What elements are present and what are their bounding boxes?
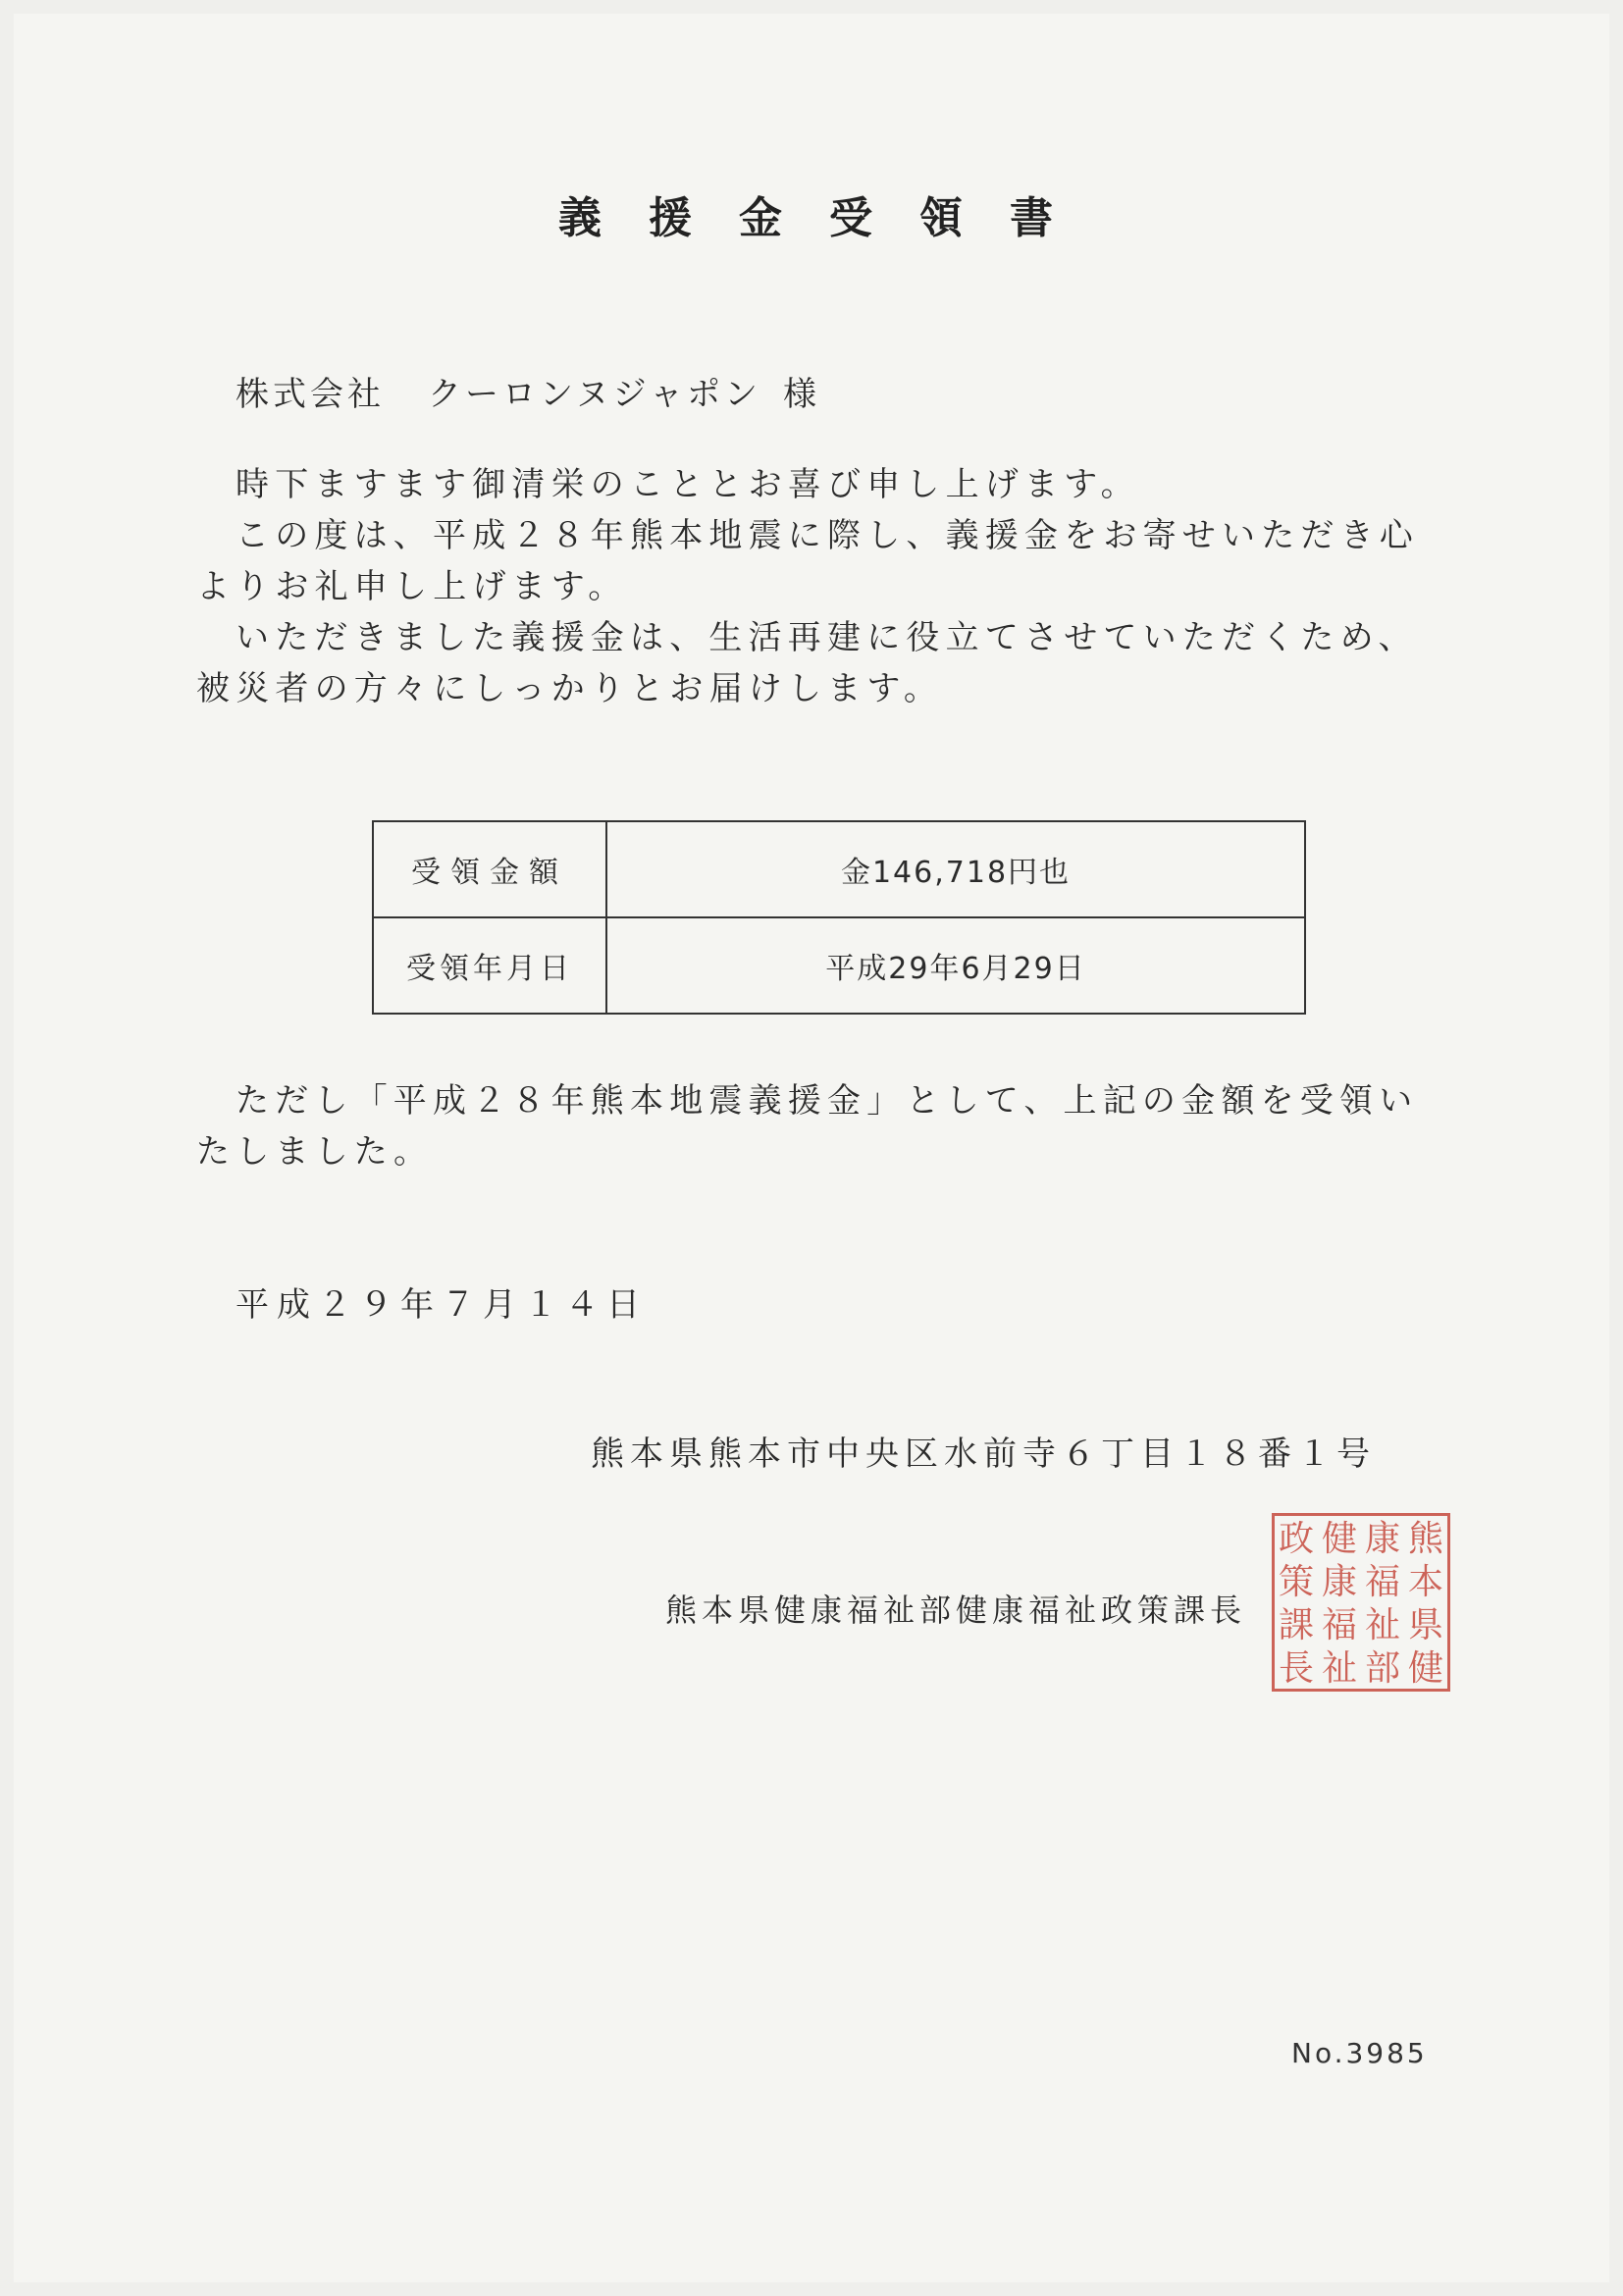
thanks-paragraph: この度は、平成２８年熊本地震に際し、義援金をお寄せいただき心よりお礼申し上げます。 xyxy=(196,516,1419,606)
seal-character: 福 xyxy=(1364,1562,1401,1602)
usage-paragraph: いただきました義援金は、生活再建に役立てさせていただくため、被災者の方々にしっかりとお届けします。 xyxy=(196,618,1418,708)
issuer-address: 熊本県熊本市中央区水前寺６丁目１８番１号 xyxy=(591,1435,1376,1474)
amount-value: 金146,718円也 xyxy=(606,821,1305,917)
seal-character: 福 xyxy=(1321,1605,1358,1645)
receipt-table xyxy=(372,820,1306,1015)
seal-character: 策 xyxy=(1278,1562,1315,1602)
table-row xyxy=(373,821,1305,917)
table-row xyxy=(373,917,1305,1014)
letter-body xyxy=(196,459,1452,714)
addressee xyxy=(236,367,820,415)
seal-character: 長 xyxy=(1278,1648,1315,1689)
seal-character: 康 xyxy=(1321,1562,1358,1602)
seal-character: 県 xyxy=(1407,1605,1444,1645)
official-seal xyxy=(1272,1513,1450,1692)
company-name: クーロンヌジャポン xyxy=(428,375,761,414)
seal-character: 祉 xyxy=(1364,1605,1401,1645)
seal-character: 熊 xyxy=(1407,1519,1444,1559)
seal-mark xyxy=(1275,1516,1447,1689)
issuer-title: 熊本県健康福祉部健康福祉政策課長 xyxy=(665,1592,1247,1629)
greeting-paragraph: 時下ますます御清栄のこととお喜び申し上げます。 xyxy=(236,465,1140,504)
document-title: 義援金受領書 xyxy=(558,193,1100,243)
seal-character: 課 xyxy=(1278,1605,1315,1645)
company-type: 株式会社 xyxy=(236,375,385,414)
seal-character: 本 xyxy=(1407,1562,1444,1602)
received-date-label: 受領年月日 xyxy=(373,917,606,1014)
closing-paragraph: ただし「平成２８年熊本地震義援金」として、上記の金額を受領いたしました。 xyxy=(196,1081,1419,1172)
seal-character: 健 xyxy=(1321,1519,1358,1559)
received-date-value: 平成29年6月29日 xyxy=(606,917,1305,1014)
seal-character: 康 xyxy=(1364,1519,1401,1559)
honorific: 様 xyxy=(782,375,820,414)
seal-character: 健 xyxy=(1407,1648,1444,1689)
closing-statement xyxy=(196,1075,1452,1177)
serial-number: No.3985 xyxy=(1291,2037,1428,2069)
seal-character: 政 xyxy=(1278,1519,1315,1559)
amount-label: 受領金額 xyxy=(373,821,606,917)
seal-character: 部 xyxy=(1364,1648,1401,1689)
issue-date: 平成２９年７月１４日 xyxy=(236,1285,648,1325)
seal-character: 祉 xyxy=(1321,1648,1358,1689)
